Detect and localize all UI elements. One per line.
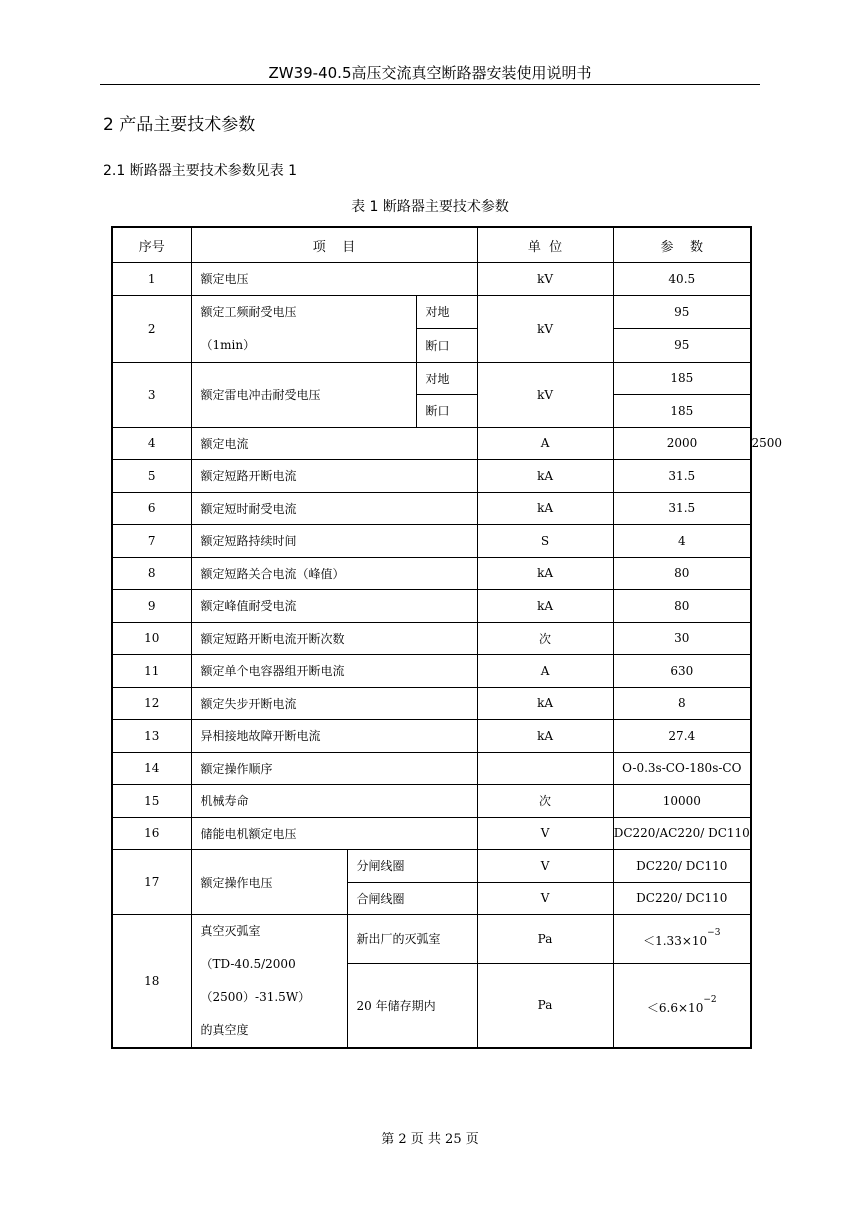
row-value: 95	[613, 295, 751, 329]
row-value: 31.5	[613, 492, 751, 525]
row-item-line: 的真空度	[200, 1023, 249, 1037]
row-index: 8	[112, 557, 191, 590]
row-item: 异相接地故障开断电流	[191, 720, 477, 753]
row-unit: A	[477, 427, 613, 460]
row-value-exponent: −2	[703, 994, 717, 1005]
row-item-line: （2500）-31.5W）	[200, 990, 311, 1004]
row-index: 4	[112, 427, 191, 460]
row-unit	[477, 752, 613, 785]
row-item-line: （TD-40.5/2000	[200, 957, 296, 971]
table-row	[112, 295, 751, 329]
row-value: DC220/ DC110	[613, 882, 751, 915]
row-item-line: 真空灭弧室	[200, 924, 261, 938]
header-value: 参 数	[613, 227, 751, 263]
row-unit: kA	[477, 590, 613, 623]
row-unit: V	[477, 850, 613, 883]
row-item: 额定短时耐受电流	[191, 492, 477, 525]
row-item: 储能电机额定电压	[191, 817, 477, 850]
header-unit: 单 位	[477, 227, 613, 263]
row-unit: kA	[477, 492, 613, 525]
row-index: 5	[112, 460, 191, 493]
table-row	[112, 817, 751, 850]
row-item-line: （1min）	[200, 337, 256, 352]
header-divider	[100, 84, 760, 85]
row-value-base: ＜1.33×10	[643, 934, 708, 949]
table-row	[112, 590, 751, 623]
row-unit: kV	[477, 295, 613, 362]
row-item: 额定短路持续时间	[191, 525, 477, 558]
table-row	[112, 263, 751, 296]
row-item: 额定雷电冲击耐受电压	[191, 362, 416, 427]
row-index: 1	[112, 263, 191, 296]
row-value: 8	[613, 687, 751, 720]
table-row	[112, 720, 751, 753]
row-value-exponent: −3	[707, 928, 721, 939]
row-value: 4	[613, 525, 751, 558]
table-row	[112, 752, 751, 785]
row-index: 12	[112, 687, 191, 720]
row-subitem: 20 年储存期内	[347, 963, 477, 1048]
row-unit: S	[477, 525, 613, 558]
table-header-row	[112, 227, 751, 263]
row-index: 14	[112, 752, 191, 785]
row-unit: A	[477, 655, 613, 688]
row-item: 额定单个电容器组开断电流	[191, 655, 477, 688]
table-row	[112, 850, 751, 883]
row-unit: kV	[477, 263, 613, 296]
row-index: 3	[112, 362, 191, 427]
row-index: 2	[112, 295, 191, 362]
row-unit: V	[477, 817, 613, 850]
table-row	[112, 687, 751, 720]
row-value: 630	[613, 655, 751, 688]
row-value: 10000	[613, 785, 751, 818]
row-index: 9	[112, 590, 191, 623]
row-index: 18	[112, 915, 191, 1049]
row-item: 额定电压	[191, 263, 477, 296]
row-item: 额定电流	[191, 427, 477, 460]
row-value: 40.5	[613, 263, 751, 296]
row-item	[191, 915, 347, 1049]
row-index: 13	[112, 720, 191, 753]
table-row	[112, 557, 751, 590]
table-row	[112, 362, 751, 395]
row-value: 80	[613, 590, 751, 623]
row-value: 30	[613, 622, 751, 655]
technical-parameters-table	[111, 226, 783, 1049]
row-value: 80	[613, 557, 751, 590]
section-title: 2 产品主要技术参数	[103, 115, 256, 135]
subsection-title: 2.1 断路器主要技术参数见表 1	[103, 163, 298, 179]
row-index: 10	[112, 622, 191, 655]
row-unit: kV	[477, 362, 613, 427]
row-index: 7	[112, 525, 191, 558]
row-value	[613, 963, 751, 1048]
table-row	[112, 655, 751, 688]
row-unit: 次	[477, 785, 613, 818]
row-item	[191, 295, 416, 362]
row-value: 27.4	[613, 720, 751, 753]
row-index: 15	[112, 785, 191, 818]
row-value: 185	[613, 395, 751, 428]
table-row	[112, 460, 751, 493]
row-value: O-0.3s-CO-180s-CO	[613, 752, 751, 785]
row-item: 机械寿命	[191, 785, 477, 818]
table-row	[112, 525, 751, 558]
page-footer: 第 2 页 共 25 页	[381, 1132, 479, 1147]
header-item: 项 目	[191, 227, 477, 263]
row-unit: V	[477, 882, 613, 915]
row-unit: Pa	[477, 915, 613, 964]
header-index: 序号	[112, 227, 191, 263]
row-unit: kA	[477, 557, 613, 590]
row-subitem: 断口	[416, 329, 477, 363]
row-unit: Pa	[477, 963, 613, 1048]
row-subitem: 对地	[416, 362, 477, 395]
row-value: DC220/ DC110	[613, 850, 751, 883]
row-unit: kA	[477, 720, 613, 753]
table-row: 4 额定电流 A 2000 2500	[112, 427, 751, 460]
table-caption: 表 1 断路器主要技术参数	[351, 199, 509, 215]
row-unit: kA	[477, 687, 613, 720]
row-item: 额定失步开断电流	[191, 687, 477, 720]
row-item: 额定峰值耐受电流	[191, 590, 477, 623]
row-value: 2000	[613, 427, 751, 460]
row-value: DC220/AC220/ DC110	[613, 817, 751, 850]
row-subitem: 合闸线圈	[347, 882, 477, 915]
row-unit: 次	[477, 622, 613, 655]
row-value: 95	[613, 329, 751, 363]
row-subitem: 新出厂的灭弧室	[347, 915, 477, 964]
row-item: 额定短路开断电流开断次数	[191, 622, 477, 655]
row-index: 6	[112, 492, 191, 525]
table-row	[112, 785, 751, 818]
document-header-title: ZW39-40.5高压交流真空断路器安装使用说明书	[268, 64, 592, 82]
table-row	[112, 622, 751, 655]
row-subitem: 断口	[416, 395, 477, 428]
table-row	[112, 915, 751, 964]
row-index: 16	[112, 817, 191, 850]
table-row	[112, 492, 751, 525]
row-value: 31.5	[613, 460, 751, 493]
row-item: 额定短路关合电流（峰值）	[191, 557, 477, 590]
row-item-line: 额定工频耐受电压	[200, 304, 297, 319]
row-item: 额定操作电压	[191, 850, 347, 915]
row-value: 185	[613, 362, 751, 395]
row-unit: kA	[477, 460, 613, 493]
row-index: 17	[112, 850, 191, 915]
row-index: 11	[112, 655, 191, 688]
row-subitem: 对地	[416, 295, 477, 329]
row-item: 额定短路开断电流	[191, 460, 477, 493]
row-item: 额定操作顺序	[191, 752, 477, 785]
row-value-base: ＜6.6×10	[646, 1000, 704, 1015]
row-subitem: 分闸线圈	[347, 850, 477, 883]
row-value	[613, 915, 751, 964]
